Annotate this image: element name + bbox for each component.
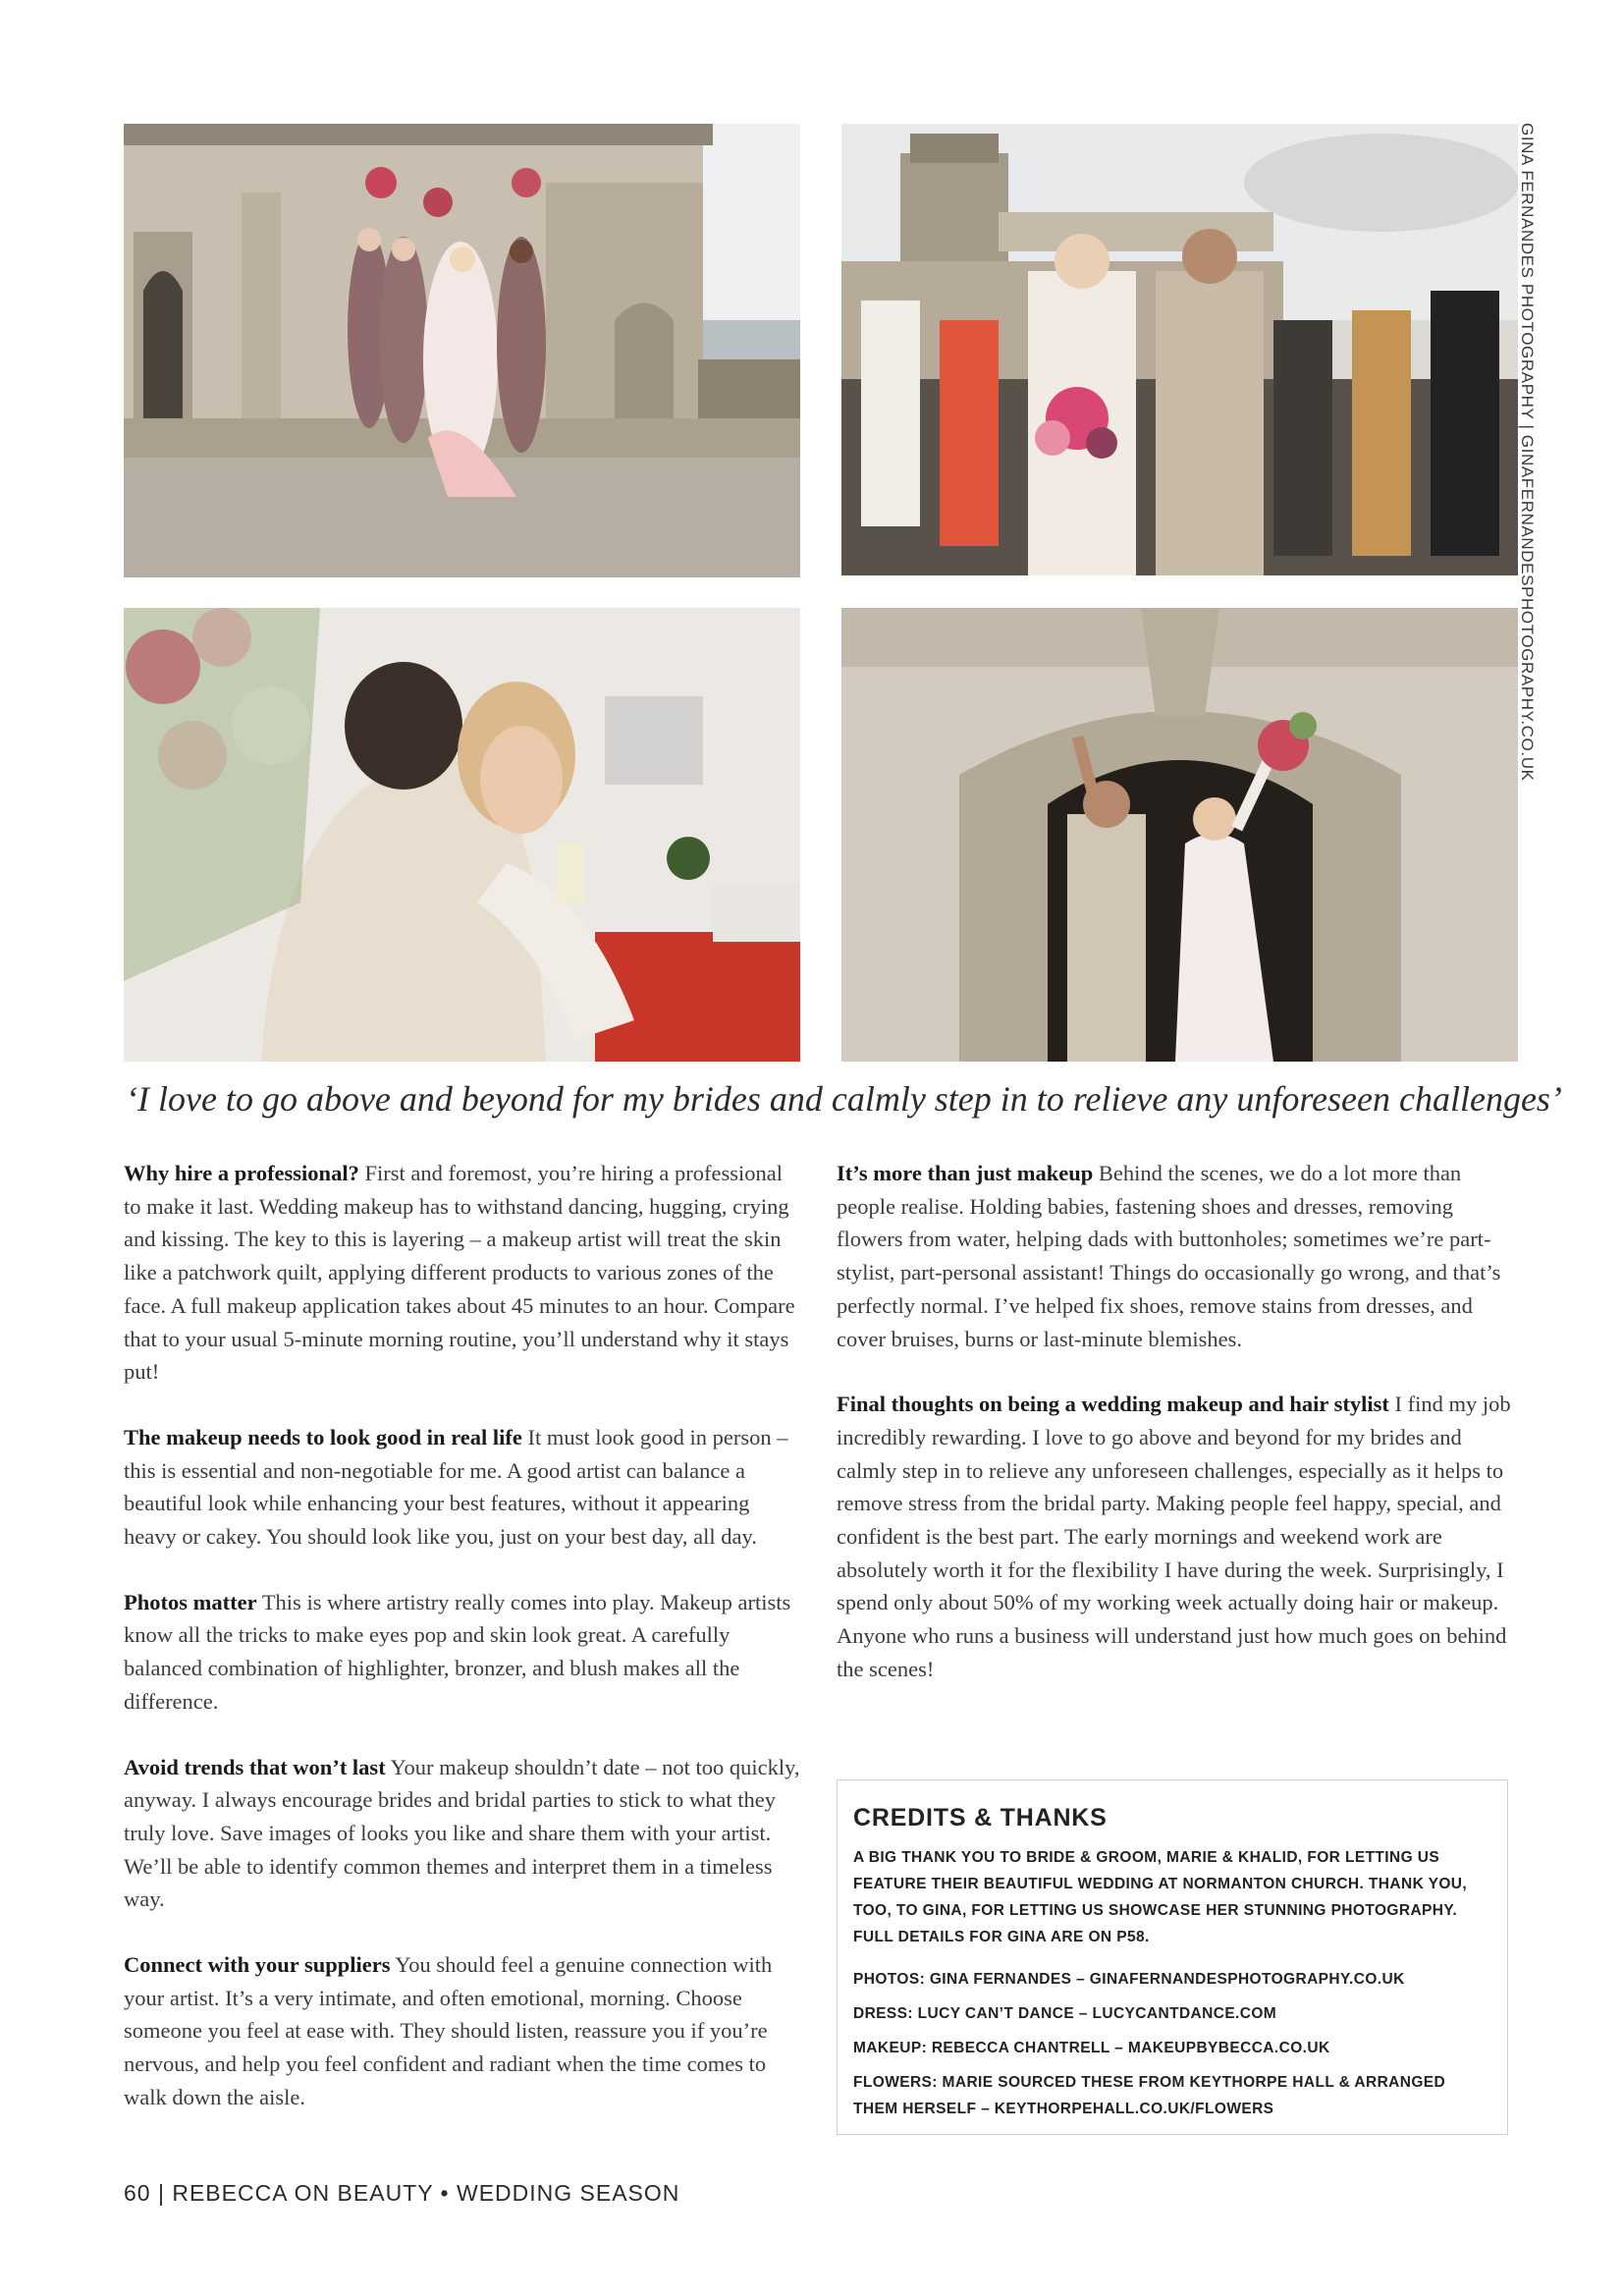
photo-couple-guests (841, 124, 1518, 575)
credit-makeup: MAKEUP: REBECCA CHANTRELL – MAKEUPBYBECCA.CO.UK (853, 2040, 1330, 2056)
credits-box (837, 1779, 1508, 2135)
section-body: Behind the scenes, we do a lot more than people realise. Holding babies, fastening shoes and dresses, removing flowers from water, helping dads with buttonholes; sometimes we’re part-stylist, part-personal assistant! Things do occasionally go wrong, and that’s perfectly normal. I’ve helped fix shoes, remove stains from dresses, and cover bruises, burns or last-minute blemishes. (837, 1161, 1501, 1351)
section-heading: The makeup needs to look good in real life (124, 1424, 522, 1449)
section-body: You should feel a genuine connection with your artist. It’s a very intimate, and often emotional, morning. Choose someone you feel at ease with. They should listen, reassure you if you’re nervous, and help you feel confident and radiant when the time comes to walk down the aisle. (124, 1952, 773, 2109)
left-column (124, 1157, 801, 2147)
section-connect (124, 1948, 801, 2114)
section-body: This is where artistry really comes into play. Makeup artists know all the tricks to make eyes pop and skin look great. A carefully balanced combination of highlighter, bronzer, and blush makes all the difference. (124, 1589, 791, 1714)
photo-couple-doorway (841, 608, 1518, 1062)
section-heading: Final thoughts on being a wedding makeup and hair stylist (837, 1392, 1389, 1417)
section-avoid-trends (124, 1751, 801, 1917)
section-real-life (124, 1421, 801, 1554)
section-heading: Connect with your suppliers (124, 1952, 391, 1978)
section-more-than-makeup (837, 1157, 1514, 1355)
photo-bride-hug (124, 608, 800, 1062)
section-body: I find my job incredibly rewarding. I love to go above and beyond for my brides and calmly step in to relieve any unforeseen challenges, especially as it helps to remove stress from the bridal party. Making people feel happy, special, and confident is the best part. The early mornings and weekend work are absolutely worth it for the flexibility I have during the week. Surprisingly, I spend only about 50% of my working week actually doing hair or makeup. Anyone who runs a business will understand just how much goes on behind the scenes! (837, 1392, 1511, 1681)
section-body: First and foremost, you’re hiring a professional to make it last. Wedding makeup has to withstand dancing, hugging, crying and kissing. The key to this is layering – a makeup artist will treat the skin like a patchwork quilt, applying different products to various zones of the face. A full makeup application takes about 45 minutes to an hour. Compare that to your usual 5-minute morning routine, you’ll understand why it stays put! (124, 1161, 795, 1385)
section-heading: Photos matter (124, 1589, 257, 1614)
section-body: Your makeup shouldn’t date – not too quickly, anyway. I always encourage brides and bridal parties to stick to what they truly love. Save images of looks you like and share them with your artist. We’ll be able to identify common themes and interpret them in a timeless way. (124, 1754, 800, 1912)
section-heading: It’s more than just makeup (837, 1161, 1094, 1185)
credit-dress: DRESS: LUCY CAN’T DANCE – LUCYCANTDANCE.COM (853, 2005, 1277, 2022)
section-heading: Avoid trends that won’t last (124, 1754, 386, 1779)
page-footer: 60 | REBECCA ON BEAUTY • WEDDING SEASON (124, 2180, 680, 2206)
section-body: It must look good in person – this is essential and non-negotiable for me. A good artist can balance a beautiful look while enhancing your best features, without it appearing heavy or cakey. You should look like you, just on your best day, all day. (124, 1424, 788, 1550)
section-final-thoughts (837, 1388, 1514, 1685)
section-photos-matter (124, 1586, 801, 1719)
photo-bridal-party (124, 124, 800, 577)
pull-quote: ‘I love to go above and beyond for my brides and calmly step in to relieve any unforeseen challenges’ (126, 1079, 1562, 1119)
section-heading: Why hire a professional? (124, 1161, 359, 1185)
credits-title: CREDITS & THANKS (853, 1804, 1108, 1831)
credit-flowers: FLOWERS: MARIE SOURCED THESE FROM KEYTHORPE HALL & ARRANGED THEM HERSELF – KEYTHORPEHALL.CO.UK/FLOWERS (853, 2074, 1446, 2117)
credits-thanks: A BIG THANK YOU TO BRIDE & GROOM, MARIE & KHALID, FOR LETTING US FEATURE THEIR BEAUTIFUL WEDDING AT NORMANTON CHURCH. THANK YOU, TOO, TO GINA, FOR LETTING US SHOWCASE HER STUNNING PHOTOGRAPHY. FULL DETAILS FOR GINA ARE ON P58. (853, 1849, 1468, 1945)
credit-photos: PHOTOS: GINA FERNANDES – GINAFERNANDESPHOTOGRAPHY.CO.UK (853, 1971, 1405, 1988)
section-why-hire (124, 1157, 801, 1389)
photographer-credit: GINA FERNANDES PHOTOGRAPHY | GINAFERNANDESPHOTOGRAPHY.CO.UK (1518, 123, 1537, 782)
right-column (837, 1157, 1514, 1719)
